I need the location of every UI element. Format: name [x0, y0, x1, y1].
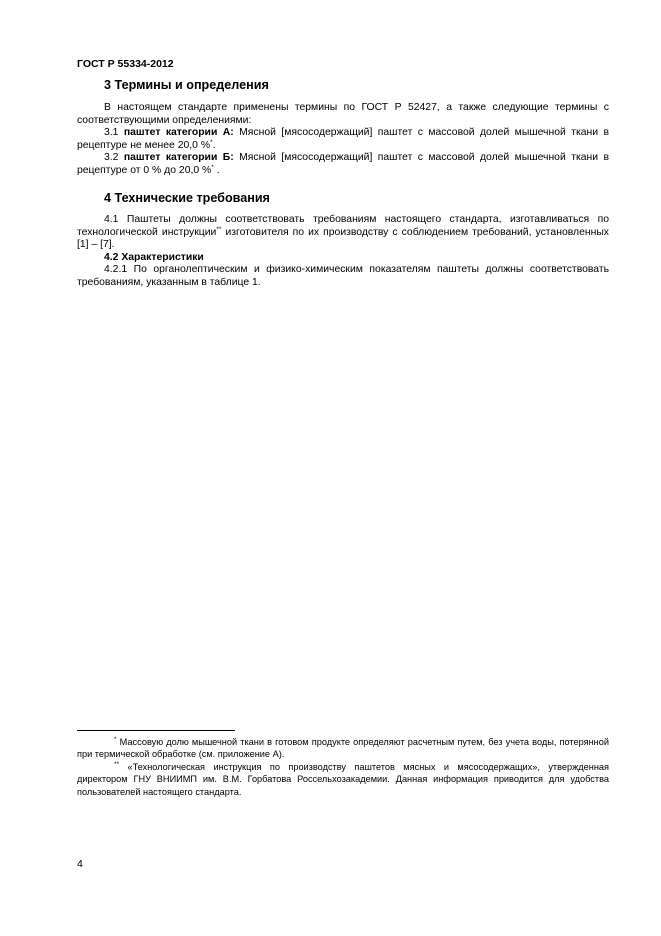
footnote-1-mark: *	[114, 736, 117, 743]
term-3-1-name: паштет категории А:	[123, 127, 234, 139]
clause-4-1-footnote-mark: **	[216, 225, 222, 233]
term-3-2-period: .	[216, 164, 220, 176]
section-3-intro-text: В настоящем стандарте применены термины по ГОСТ Р 52427, а также следующие термины с соответствующими определениями:	[77, 102, 609, 126]
subsection-4-2-heading: 4.2 Характеристики	[104, 251, 204, 263]
section-3-intro-paragraph	[77, 102, 609, 127]
clause-4-1-paragraph	[77, 214, 609, 252]
section-3-heading: 3 Термины и определения	[104, 78, 269, 92]
page-number: 4	[77, 858, 83, 870]
clause-4-2-1-text: 4.2.1 По органолептическим и физико-химическим показателям паштеты должны соответствовать требованиям, указанным в таблице 1.	[77, 264, 609, 288]
footnote-2-mark: **	[114, 760, 120, 768]
term-3-2-number: 3.2	[104, 152, 119, 164]
section-4-body	[77, 214, 609, 290]
term-3-2-definition: Мясной [мясосодержащий] паштет с массовой долей мышечной ткани в рецептуре от 0 % до 20,0 %	[77, 152, 609, 176]
term-3-1-definition: Мясной [мясосодержащий] паштет с массовой долей мышечной ткани в рецептуре не менее 20,0 %	[77, 127, 609, 151]
footnote-2	[77, 761, 609, 798]
clause-4-2-1-paragraph	[77, 264, 609, 289]
clause-4-1-text-b: изготовителя по их производству с соблюдением требований, установленных [1] – [7].	[77, 226, 609, 251]
term-3-2-paragraph	[77, 152, 609, 177]
clause-4-1-text-a: 4.1 Паштеты должны соответствовать требованиям настоящего стандарта, изготавливаться по технологической инструкции	[77, 214, 609, 238]
term-3-2-footnote-mark: *	[211, 163, 214, 171]
term-3-2-name: паштет категории Б:	[123, 152, 234, 164]
footnotes-area	[77, 736, 609, 798]
section-4-heading: 4 Технические требования	[104, 191, 270, 205]
footnote-2-text: «Технологическая инструкция по производству паштетов мясных и мясосодержащих», утвержденная директором ГНУ ВНИИМП им. В.М. Горбатова Россельхозакадемии. Данная информация приводится для удобства пользователей настоящего стандарта.	[77, 761, 609, 797]
footnote-separator-line	[77, 730, 235, 731]
footnote-1	[77, 736, 609, 761]
term-3-1-period: .	[212, 139, 216, 151]
section-3-body	[77, 102, 609, 178]
footnote-1-text: Массовую долю мышечной ткани в готовом продукте определяют расчетным путем, без учета воды, потерянной при термической обработке (см. приложение А).	[77, 737, 609, 760]
document-code-header: ГОСТ Р 55334-2012	[77, 58, 174, 70]
term-3-1-footnote-mark: *	[210, 138, 213, 146]
term-3-1-number: 3.1	[104, 127, 119, 139]
term-3-1-paragraph	[77, 127, 609, 152]
